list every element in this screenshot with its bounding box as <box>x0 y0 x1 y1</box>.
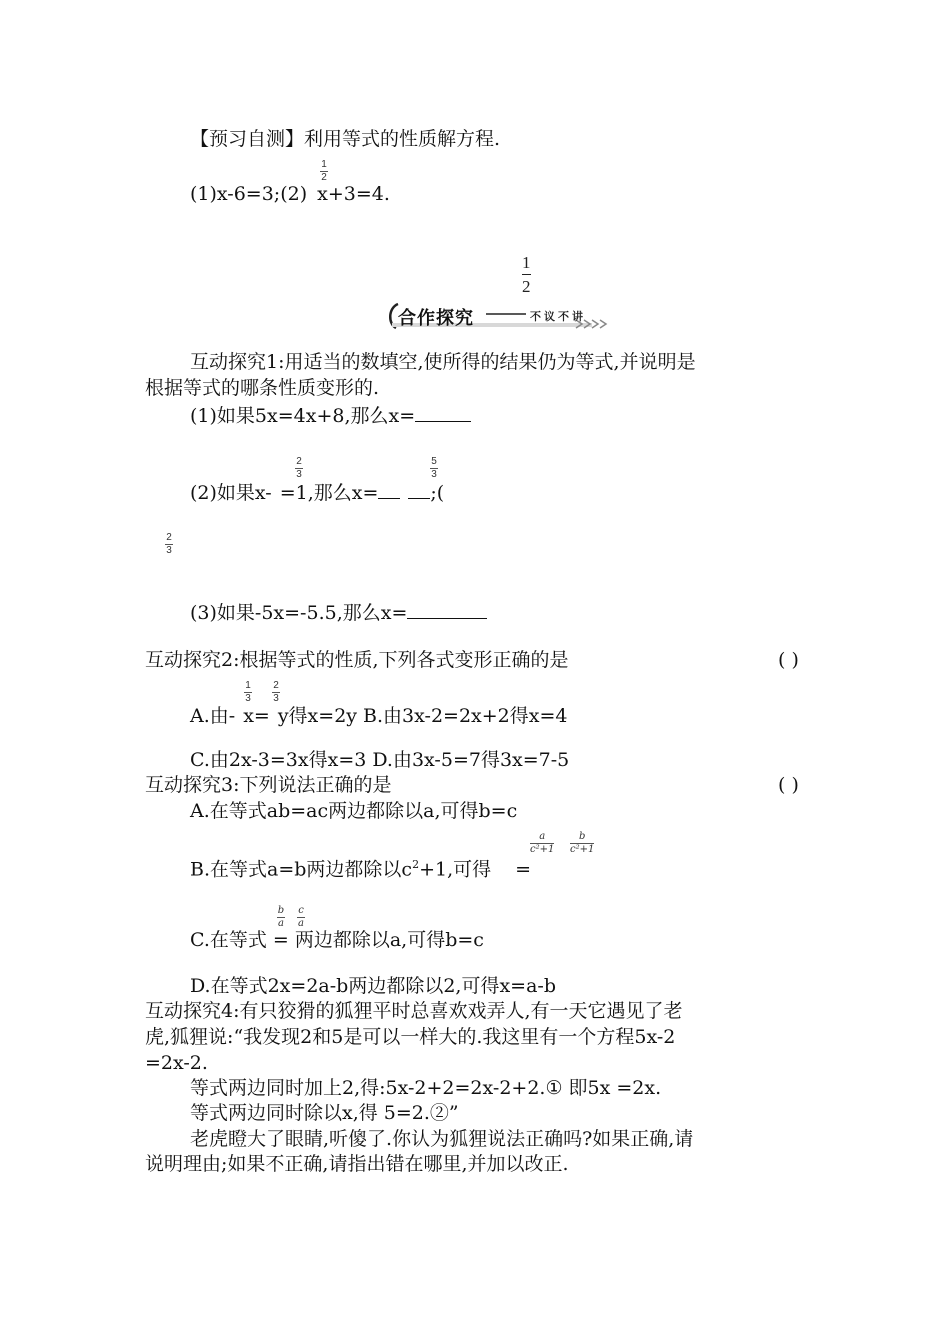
ex3-optB-text-1: B.在等式a=b两边都除以c <box>190 858 413 881</box>
preview-q-part2: x+3=4. <box>317 183 390 205</box>
fraction-numerator: 1 <box>522 253 531 272</box>
ex3-optB-superscript: 2 <box>412 858 420 871</box>
ex1-part2 <box>190 480 444 505</box>
ex1-part1 <box>190 403 471 428</box>
ex2-optA-text-3: y得x=2y B.由3x-2=2x+2得x=4 <box>277 705 568 727</box>
ex4-line2: 虎,狐狸说:“我发现2和5是可以一样大的.我这里有一个方程5x-2 <box>145 1026 676 1048</box>
ex2-optA-text-1: A.由- <box>190 705 236 727</box>
ex1-intro-line1: 互动探究1:用适当的数填空,使所得的结果仍为等式,并说明是 <box>190 351 696 373</box>
fraction-denominator: 3 <box>166 545 172 556</box>
ex4-line7: 说明理由;如果不正确,请指出错在哪里,并加以改正. <box>145 1153 569 1175</box>
ex3-stem: 互动探究3:下列说法正确的是 <box>145 774 392 796</box>
fraction-numerator: 2 <box>166 532 172 543</box>
preview-question <box>190 182 390 206</box>
answer-blank[interactable] <box>408 480 430 499</box>
ex4-line1: 互动探究4:有只狡猾的狐狸平时总喜欢戏弄人,有一天它遇见了老 <box>145 1000 683 1022</box>
ex3-optA: A.在等式ab=ac两边都除以a,可得b=c <box>190 800 518 822</box>
section-heading-banner <box>386 298 616 334</box>
answer-blank[interactable] <box>415 403 471 422</box>
floating-half-fraction <box>522 253 531 296</box>
fraction-numerator: c <box>298 905 304 916</box>
ex3-answer-paren[interactable]: ( ) <box>778 774 799 796</box>
ex1-part2-fraction <box>295 457 303 480</box>
ex1-part2-text-c: ;( <box>430 482 445 504</box>
preview-title: 【预习自测】利用等式的性质解方程. <box>190 128 501 150</box>
preview-q-part1: (1)x-6=3;(2) <box>190 183 308 205</box>
fraction-numerator: b <box>277 905 285 916</box>
preview-half-fraction <box>320 160 328 183</box>
ex4-line3: =2x-2. <box>145 1052 208 1074</box>
fraction-numerator: 5 <box>431 456 437 467</box>
ex4-line5: 等式两边同时除以x,得 5=2.②” <box>190 1102 459 1124</box>
fraction-denominator: a <box>278 918 284 929</box>
fraction-denominator: 2 <box>321 172 327 183</box>
ex3-optC <box>190 928 484 952</box>
ex3-optC-fraction-1 <box>277 906 285 929</box>
ex2-options-ab <box>190 704 568 728</box>
fraction-denominator: c²+1 <box>530 844 555 855</box>
fraction-denominator: c²+1 <box>570 844 595 855</box>
ex3-optB-fraction-1 <box>530 832 554 855</box>
ex1-stray-fraction <box>165 533 173 556</box>
answer-blank[interactable] <box>407 600 487 619</box>
ex3-optC-text-1: C.在等式 <box>190 929 267 951</box>
ex3-optB-equals: = <box>515 858 532 881</box>
fraction-numerator: 1 <box>245 680 251 691</box>
fraction-numerator: a <box>539 831 546 842</box>
ex1-intro-line2: 根据等式的哪条性质变形的. <box>145 377 380 399</box>
fraction-denominator: 3 <box>296 469 302 480</box>
fraction-denominator: a <box>298 918 304 929</box>
ex3-optB-text-2: +1,可得 <box>419 858 492 881</box>
fraction-numerator: 2 <box>296 456 302 467</box>
ex3-optB-fraction-2 <box>570 832 594 855</box>
fraction-denominator: 3 <box>431 469 437 480</box>
fraction-denominator: 3 <box>273 693 279 704</box>
ex2-optA-fraction-1 <box>244 681 252 704</box>
ex1-part1-text: (1)如果5x=4x+8,那么x= <box>190 405 416 427</box>
ex3-optC-fraction-2 <box>297 906 305 929</box>
fraction-numerator: b <box>578 831 586 842</box>
fraction-numerator: 1 <box>321 159 327 170</box>
fraction-denominator: 3 <box>245 693 251 704</box>
ex3-optB <box>190 853 531 881</box>
ex1-part2-text-b: =1,那么x= <box>279 482 379 504</box>
ex2-answer-paren[interactable]: ( ) <box>778 649 799 671</box>
ex2-options-cd: C.由2x-3=3x得x=3 D.由3x-5=7得3x=7-5 <box>190 749 570 771</box>
fraction-numerator: 2 <box>273 680 279 691</box>
ex4-line6: 老虎瞪大了眼睛,听傻了.你认为狐狸说法正确吗?如果正确,请 <box>190 1128 694 1150</box>
ex3-optC-text-2: 两边都除以a,可得b=c <box>294 929 484 951</box>
ex1-part3-text: (3)如果-5x=-5.5,那么x= <box>190 602 408 624</box>
ex4-line4: 等式两边同时加上2,得:5x-2+2=2x-2+2.① 即5x =2x. <box>190 1077 662 1099</box>
ex2-stem: 互动探究2:根据等式的性质,下列各式变形正确的是 <box>145 649 569 671</box>
ex2-optA-text-2: x= <box>243 705 270 727</box>
section-heading-subtitle: 不议不讲 <box>530 310 586 323</box>
ex3-optC-equals: = <box>272 929 289 951</box>
ex1-part2-text-a: (2)如果x- <box>190 482 272 504</box>
ex1-part2-answer-fraction <box>430 457 438 480</box>
ex1-part3 <box>190 600 487 625</box>
ex3-optD: D.在等式2x=2a-b两边都除以2,可得x=a-b <box>190 975 556 997</box>
answer-blank[interactable] <box>378 480 400 499</box>
fraction-denominator: 2 <box>522 277 531 296</box>
section-heading-title: 合作探究 <box>398 308 474 329</box>
ex2-optA-fraction-2 <box>272 681 280 704</box>
